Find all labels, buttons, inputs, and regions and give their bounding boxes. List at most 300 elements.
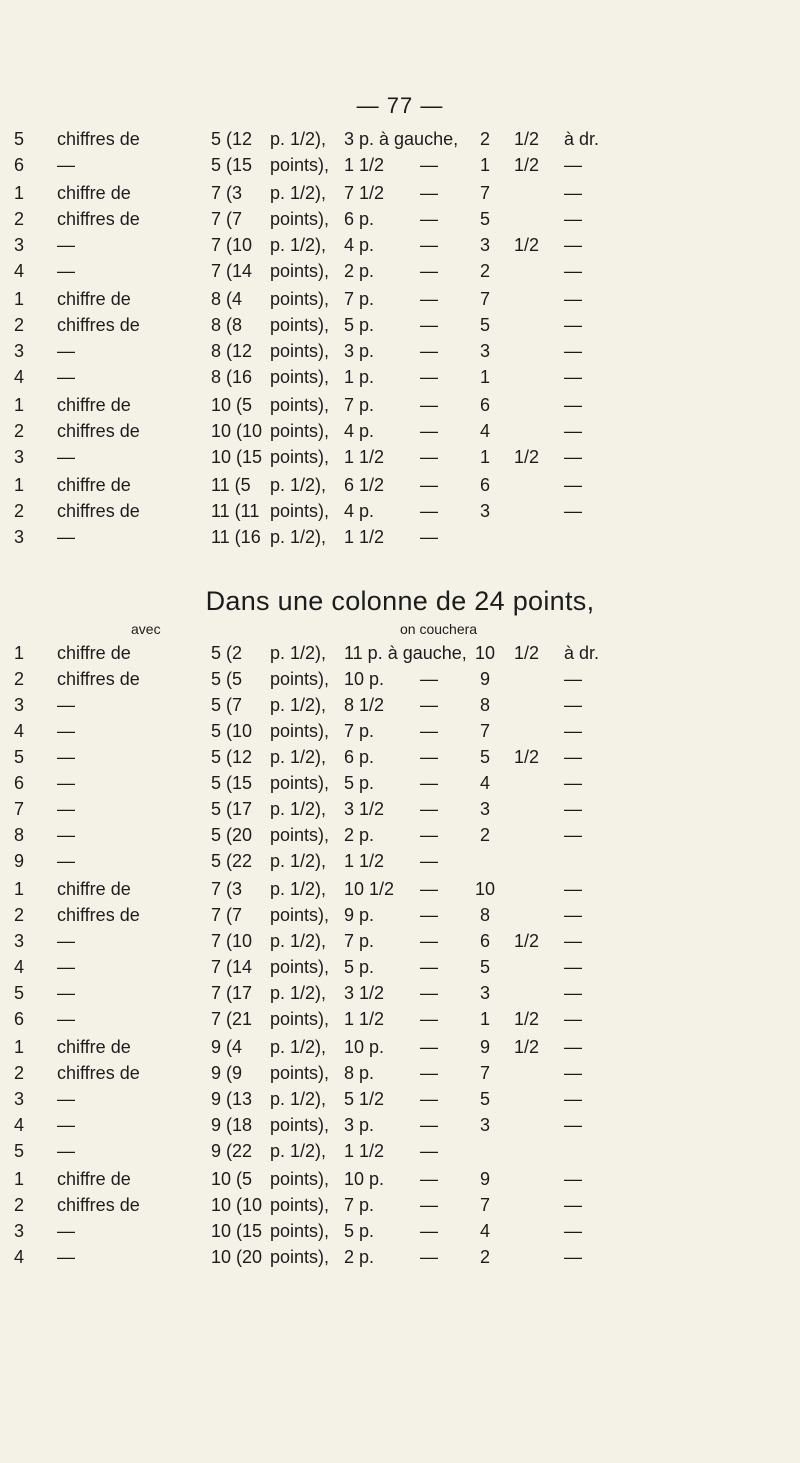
- table-row: [0, 957, 800, 983]
- table-row: [0, 1221, 800, 1247]
- row-points: points),: [270, 1115, 330, 1135]
- row-number: 3: [14, 447, 25, 467]
- row-points: points),: [270, 721, 330, 741]
- row-left-value: 9 p.: [344, 905, 375, 925]
- row-left-value: 6 p.: [344, 209, 375, 229]
- row-number: 1: [14, 1037, 25, 1057]
- row-left-value: 1 1/2: [344, 155, 385, 175]
- row-points: points),: [270, 1247, 330, 1267]
- row-description: —: [57, 235, 75, 255]
- row-number: 3: [14, 1089, 25, 1109]
- table-row: [0, 421, 800, 447]
- row-end: —: [564, 905, 582, 925]
- row-number: 3: [14, 341, 25, 361]
- row-base: 10 (5: [211, 395, 253, 415]
- row-description: —: [57, 773, 75, 793]
- row-number: 4: [14, 1115, 25, 1135]
- row-right-value: 7: [479, 1063, 490, 1083]
- row-half: 1/2: [514, 747, 540, 767]
- row-right-value: 6: [479, 931, 490, 951]
- row-left-value: 7 p.: [344, 931, 375, 951]
- row-points: points),: [270, 1195, 330, 1215]
- row-left-value: 1 1/2: [344, 527, 385, 547]
- row-number: 3: [14, 1221, 25, 1241]
- row-left-value: 5 p.: [344, 773, 375, 793]
- row-points: points),: [270, 773, 330, 793]
- row-base: 7 (14: [211, 957, 253, 977]
- row-description: —: [57, 367, 75, 387]
- row-points: points),: [270, 447, 330, 467]
- row-points: points),: [270, 367, 330, 387]
- row-points: p. 1/2),: [270, 1141, 327, 1161]
- row-dash: —: [420, 1169, 438, 1189]
- row-description: chiffre de: [57, 879, 131, 899]
- row-base: 11 (16: [211, 527, 261, 547]
- row-points: p. 1/2),: [270, 183, 327, 203]
- row-right-value: 4: [479, 773, 490, 793]
- row-points: points),: [270, 155, 330, 175]
- row-points: points),: [270, 1221, 330, 1241]
- row-description: —: [57, 931, 75, 951]
- row-number: 4: [14, 957, 25, 977]
- row-base: 9 (22: [211, 1141, 253, 1161]
- row-description: chiffres de: [57, 421, 140, 441]
- row-dash: —: [420, 183, 438, 203]
- row-left-value: 1 1/2: [344, 1009, 385, 1029]
- row-number: 4: [14, 721, 25, 741]
- row-right-value: 5: [479, 747, 490, 767]
- row-number: 2: [14, 501, 25, 521]
- row-number: 6: [14, 155, 25, 175]
- row-right-value: 2: [479, 129, 490, 149]
- row-base: 5 (12: [211, 747, 253, 767]
- row-description: chiffres de: [57, 501, 140, 521]
- row-description: chiffre de: [57, 643, 131, 663]
- row-dash: —: [420, 1195, 438, 1215]
- row-dash: —: [420, 1009, 438, 1029]
- row-base: 9 (13: [211, 1089, 253, 1109]
- row-description: —: [57, 261, 75, 281]
- row-number: 5: [14, 1141, 25, 1161]
- table-row: [0, 773, 800, 799]
- row-base: 5 (22: [211, 851, 253, 871]
- row-end: —: [564, 261, 582, 281]
- row-right-value: 1: [479, 447, 490, 467]
- row-base: 7 (21: [211, 1009, 253, 1029]
- row-points: p. 1/2),: [270, 879, 327, 899]
- section-heading: Dans une colonne de 24 points,: [205, 586, 595, 616]
- row-dash: —: [420, 1063, 438, 1083]
- table-row: [0, 643, 800, 669]
- table-row: [0, 447, 800, 473]
- row-description: chiffres de: [57, 905, 140, 925]
- table-row: [0, 155, 800, 181]
- row-base: 7 (10: [211, 931, 253, 951]
- row-points: points),: [270, 501, 330, 521]
- row-dash: —: [420, 289, 438, 309]
- row-half: 1/2: [514, 235, 540, 255]
- table-row: [0, 1063, 800, 1089]
- row-left-value: 8 p.: [344, 1063, 375, 1083]
- row-points: p. 1/2),: [270, 475, 327, 495]
- table-row: [0, 183, 800, 209]
- row-description: —: [57, 1247, 75, 1267]
- row-points: points),: [270, 1169, 330, 1189]
- row-number: 2: [14, 209, 25, 229]
- row-end: —: [564, 341, 582, 361]
- row-description: chiffres de: [57, 209, 140, 229]
- table-row: [0, 799, 800, 825]
- row-right-value: 7: [479, 721, 490, 741]
- row-dash: —: [420, 395, 438, 415]
- row-points: points),: [270, 341, 330, 361]
- table-row: [0, 825, 800, 851]
- row-right-value: 5: [479, 209, 490, 229]
- row-left-value: 4 p.: [344, 421, 375, 441]
- table-row: [0, 501, 800, 527]
- row-dash: —: [420, 721, 438, 741]
- row-number: 5: [14, 129, 25, 149]
- row-left-value: 3 1/2: [344, 799, 385, 819]
- row-right-value: 7: [479, 1195, 490, 1215]
- row-dash: —: [420, 1221, 438, 1241]
- row-base: 10 (10: [211, 421, 263, 441]
- row-left-value: 1 p.: [344, 367, 375, 387]
- row-right-value: 4: [479, 1221, 490, 1241]
- table-row: [0, 879, 800, 905]
- row-dash: —: [420, 209, 438, 229]
- row-right-value: 2: [479, 1247, 490, 1267]
- row-end: —: [564, 799, 582, 819]
- row-left-value: 2 p.: [344, 1247, 375, 1267]
- row-description: chiffre de: [57, 183, 131, 203]
- row-number: 1: [14, 395, 25, 415]
- row-description: —: [57, 825, 75, 845]
- table-row: [0, 395, 800, 421]
- row-dash: —: [420, 1089, 438, 1109]
- row-right-value: 9: [479, 1037, 490, 1057]
- row-base: 7 (3: [211, 879, 243, 899]
- row-right-value: 3: [479, 341, 490, 361]
- table-row: [0, 1009, 800, 1035]
- row-description: —: [57, 851, 75, 871]
- row-left-value: 1 1/2: [344, 447, 385, 467]
- row-left-value: 10 p.: [344, 1169, 385, 1189]
- row-points: points),: [270, 395, 330, 415]
- row-points: points),: [270, 261, 330, 281]
- row-base: 7 (17: [211, 983, 253, 1003]
- row-number: 2: [14, 1195, 25, 1215]
- row-dash: —: [420, 475, 438, 495]
- table-row: [0, 931, 800, 957]
- row-left-value: 10 p.: [344, 669, 385, 689]
- subhead-avec: avec: [131, 621, 161, 637]
- row-left-value: 3 p. à gauche,: [344, 129, 459, 149]
- row-number: 2: [14, 669, 25, 689]
- row-end: —: [564, 721, 582, 741]
- row-left-value: 7 p.: [344, 289, 375, 309]
- row-right-value: 3: [479, 1115, 490, 1135]
- row-description: —: [57, 155, 75, 175]
- row-base: 10 (15: [211, 447, 263, 467]
- row-number: 5: [14, 747, 25, 767]
- row-end: —: [564, 931, 582, 951]
- row-end: —: [564, 825, 582, 845]
- row-description: chiffre de: [57, 475, 131, 495]
- row-points: p. 1/2),: [270, 129, 327, 149]
- table-row: [0, 527, 800, 553]
- row-base: 5 (12: [211, 129, 253, 149]
- row-points: p. 1/2),: [270, 799, 327, 819]
- row-left-value: 4 p.: [344, 235, 375, 255]
- table-row: [0, 1195, 800, 1221]
- table-row: [0, 289, 800, 315]
- row-description: —: [57, 747, 75, 767]
- row-dash: —: [420, 367, 438, 387]
- row-left-value: 6 p.: [344, 747, 375, 767]
- row-points: p. 1/2),: [270, 235, 327, 255]
- row-description: —: [57, 983, 75, 1003]
- row-base: 5 (15: [211, 155, 253, 175]
- row-number: 2: [14, 421, 25, 441]
- row-end: —: [564, 447, 582, 467]
- row-dash: —: [420, 421, 438, 441]
- row-left-value: 7 p.: [344, 721, 375, 741]
- table-row: [0, 1169, 800, 1195]
- row-points: points),: [270, 957, 330, 977]
- row-end: —: [564, 1221, 582, 1241]
- row-right-value: 1: [479, 1009, 490, 1029]
- row-half: 1/2: [514, 155, 540, 175]
- row-description: —: [57, 799, 75, 819]
- row-description: —: [57, 1009, 75, 1029]
- row-left-value: 2 p.: [344, 825, 375, 845]
- row-points: p. 1/2),: [270, 695, 327, 715]
- row-points: points),: [270, 905, 330, 925]
- row-number: 1: [14, 643, 25, 663]
- row-description: —: [57, 447, 75, 467]
- row-description: —: [57, 1115, 75, 1135]
- row-base: 5 (5: [211, 669, 243, 689]
- table-row: [0, 695, 800, 721]
- row-end: —: [564, 235, 582, 255]
- row-base: 9 (4: [211, 1037, 243, 1057]
- table-row: [0, 475, 800, 501]
- row-end: —: [564, 475, 582, 495]
- row-dash: —: [420, 341, 438, 361]
- row-number: 6: [14, 773, 25, 793]
- row-left-value: 10 1/2: [344, 879, 395, 899]
- row-base: 7 (3: [211, 183, 243, 203]
- row-points: points),: [270, 315, 330, 335]
- row-right-value: 2: [479, 261, 490, 281]
- row-dash: —: [420, 527, 438, 547]
- row-dash: —: [420, 773, 438, 793]
- table-row: [0, 1037, 800, 1063]
- row-dash: —: [420, 905, 438, 925]
- row-description: chiffre de: [57, 1169, 131, 1189]
- subhead-on-couchera: on couchera: [400, 621, 478, 637]
- table-row: [0, 341, 800, 367]
- row-dash: —: [420, 1037, 438, 1057]
- row-points: p. 1/2),: [270, 643, 327, 663]
- row-right-value: 5: [479, 315, 490, 335]
- row-right-value: 10: [474, 879, 496, 899]
- row-description: chiffres de: [57, 669, 140, 689]
- row-left-value: 6 1/2: [344, 475, 385, 495]
- row-points: points),: [270, 825, 330, 845]
- row-left-value: 3 p.: [344, 341, 375, 361]
- row-end: —: [564, 501, 582, 521]
- row-end: —: [564, 395, 582, 415]
- row-end: —: [564, 879, 582, 899]
- row-dash: —: [420, 669, 438, 689]
- row-right-value: 3: [479, 501, 490, 521]
- row-left-value: 5 p.: [344, 957, 375, 977]
- row-base: 11 (11: [211, 501, 260, 521]
- table-row: [0, 1141, 800, 1167]
- table-row: [0, 1089, 800, 1115]
- row-number: 1: [14, 1169, 25, 1189]
- row-description: —: [57, 527, 75, 547]
- row-end: —: [564, 183, 582, 203]
- row-number: 6: [14, 1009, 25, 1029]
- row-points: p. 1/2),: [270, 1089, 327, 1109]
- row-number: 4: [14, 367, 25, 387]
- row-number: 3: [14, 931, 25, 951]
- row-right-value: 3: [479, 235, 490, 255]
- row-end: —: [564, 1009, 582, 1029]
- row-end: —: [564, 773, 582, 793]
- row-points: p. 1/2),: [270, 851, 327, 871]
- row-points: points),: [270, 421, 330, 441]
- row-base: 10 (15: [211, 1221, 263, 1241]
- table-row: [0, 1115, 800, 1141]
- row-description: —: [57, 1089, 75, 1109]
- row-number: 1: [14, 475, 25, 495]
- row-description: chiffre de: [57, 395, 131, 415]
- row-number: 1: [14, 879, 25, 899]
- table-row: [0, 983, 800, 1009]
- table-row: [0, 209, 800, 235]
- row-base: 7 (10: [211, 235, 253, 255]
- row-description: chiffre de: [57, 289, 131, 309]
- table-row: [0, 905, 800, 931]
- row-description: chiffres de: [57, 1063, 140, 1083]
- row-left-value: 10 p.: [344, 1037, 385, 1057]
- row-right-value: 4: [479, 421, 490, 441]
- row-left-value: 1 1/2: [344, 851, 385, 871]
- row-left-value: 3 p.: [344, 1115, 375, 1135]
- row-dash: —: [420, 501, 438, 521]
- row-right-value: 1: [479, 155, 490, 175]
- row-end: —: [564, 695, 582, 715]
- row-points: points),: [270, 669, 330, 689]
- row-number: 2: [14, 315, 25, 335]
- row-dash: —: [420, 315, 438, 335]
- row-base: 8 (4: [211, 289, 243, 309]
- row-base: 9 (18: [211, 1115, 253, 1135]
- row-number: 4: [14, 1247, 25, 1267]
- row-description: —: [57, 957, 75, 977]
- row-right-value: 10: [474, 643, 496, 663]
- row-description: chiffres de: [57, 1195, 140, 1215]
- row-base: 5 (20: [211, 825, 253, 845]
- row-left-value: 7 p.: [344, 1195, 375, 1215]
- table-row: [0, 261, 800, 287]
- row-points: p. 1/2),: [270, 527, 327, 547]
- row-end: à dr.: [564, 643, 600, 663]
- row-left-value: 3 1/2: [344, 983, 385, 1003]
- row-left-value: 7 p.: [344, 395, 375, 415]
- row-base: 8 (8: [211, 315, 243, 335]
- table-row: [0, 747, 800, 773]
- row-right-value: 6: [479, 395, 490, 415]
- row-end: —: [564, 983, 582, 1003]
- row-base: 7 (7: [211, 209, 243, 229]
- row-points: p. 1/2),: [270, 747, 327, 767]
- row-number: 5: [14, 983, 25, 1003]
- row-number: 1: [14, 289, 25, 309]
- row-end: —: [564, 1195, 582, 1215]
- row-end: —: [564, 367, 582, 387]
- row-points: p. 1/2),: [270, 983, 327, 1003]
- row-description: —: [57, 695, 75, 715]
- row-base: 10 (20: [211, 1247, 263, 1267]
- row-base: 7 (14: [211, 261, 253, 281]
- row-description: chiffres de: [57, 129, 140, 149]
- page-number: — 77 —: [356, 93, 444, 118]
- row-points: points),: [270, 209, 330, 229]
- row-left-value: 2 p.: [344, 261, 375, 281]
- row-dash: —: [420, 261, 438, 281]
- row-half: 1/2: [514, 643, 540, 663]
- table-row: [0, 235, 800, 261]
- row-end: —: [564, 209, 582, 229]
- row-left-value: 5 1/2: [344, 1089, 385, 1109]
- row-end: —: [564, 289, 582, 309]
- row-right-value: 3: [479, 983, 490, 1003]
- row-base: 10 (5: [211, 1169, 253, 1189]
- row-description: chiffres de: [57, 315, 140, 335]
- row-number: 3: [14, 695, 25, 715]
- row-number: 2: [14, 1063, 25, 1083]
- row-half: 1/2: [514, 931, 540, 951]
- row-end: —: [564, 421, 582, 441]
- row-end: —: [564, 1169, 582, 1189]
- row-end: à dr.: [564, 129, 600, 149]
- row-right-value: 1: [479, 367, 490, 387]
- row-dash: —: [420, 235, 438, 255]
- row-points: points),: [270, 1009, 330, 1029]
- row-description: —: [57, 1141, 75, 1161]
- row-base: 5 (7: [211, 695, 243, 715]
- row-end: —: [564, 669, 582, 689]
- row-base: 8 (16: [211, 367, 253, 387]
- row-right-value: 5: [479, 1089, 490, 1109]
- row-half: 1/2: [514, 129, 540, 149]
- row-left-value: 5 p.: [344, 315, 375, 335]
- row-left-value: 1 1/2: [344, 1141, 385, 1161]
- table-row: [0, 1247, 800, 1273]
- row-right-value: 7: [479, 289, 490, 309]
- row-description: —: [57, 1221, 75, 1241]
- row-end: —: [564, 155, 582, 175]
- row-number: 4: [14, 261, 25, 281]
- row-description: —: [57, 341, 75, 361]
- table-row: [0, 367, 800, 393]
- row-base: 7 (7: [211, 905, 243, 925]
